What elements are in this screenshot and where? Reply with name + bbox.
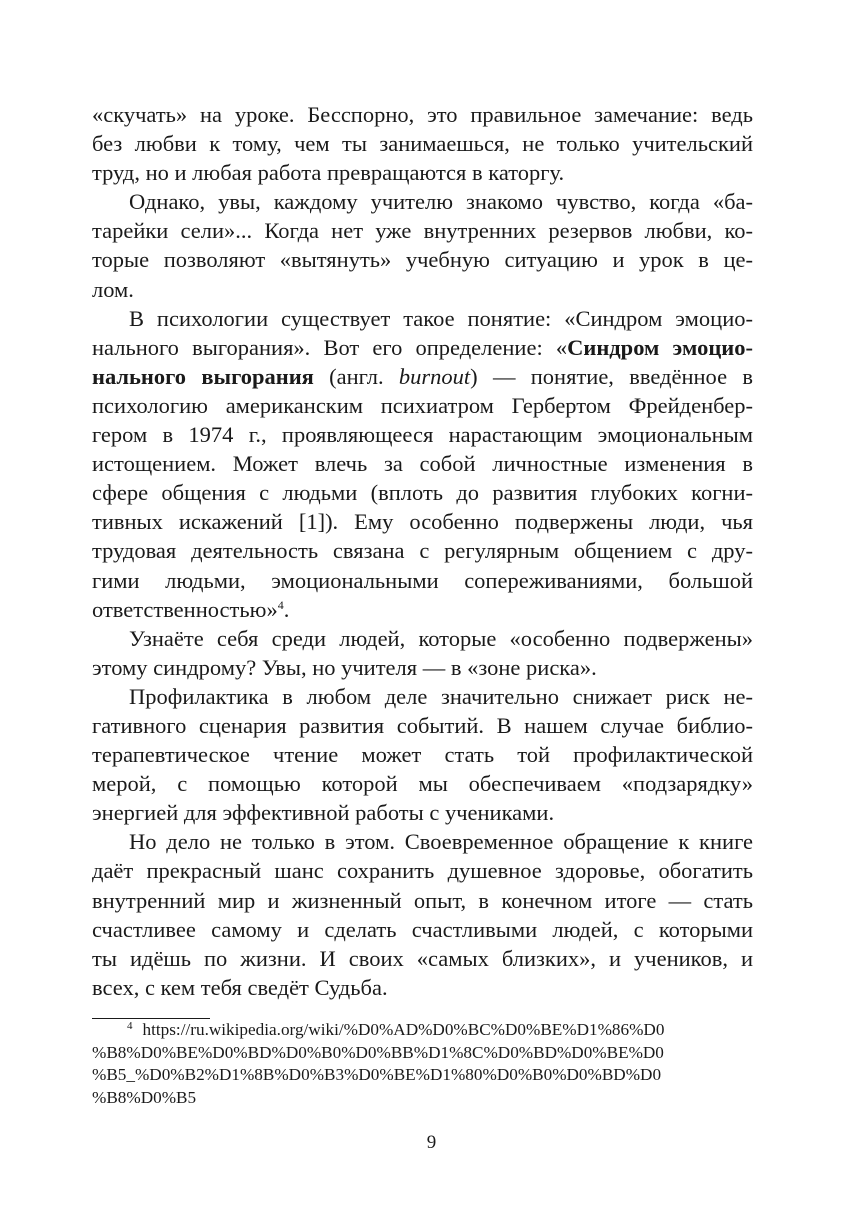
text-line: В психологии существует такое понятие: «Синдром эмоцио- <box>129 305 753 331</box>
text-line <box>92 362 753 391</box>
text-run: нального выгорания». Вот его определение: « <box>92 334 568 360</box>
page-body <box>92 100 753 1002</box>
text-line: всех, с кем тебя сведёт Судьба. <box>92 974 388 1000</box>
text-line: трудовая деятельность связана с регулярным общением с дру- <box>92 538 753 564</box>
text-line: гими людьми, эмоциональными сопереживаниями, большой <box>92 567 753 593</box>
paragraph <box>92 100 753 187</box>
paragraph <box>92 624 753 682</box>
text-line: лом. <box>92 276 134 302</box>
text-line: Узнаёте себя среди людей, которые «особенно подвержены» <box>129 625 753 651</box>
footnote-line[interactable]: %B8%D0%B5 <box>92 1087 197 1107</box>
text-run: (англ. <box>313 363 399 389</box>
text-line: Однако, увы, каждому учителю знакомо чувство, когда «ба- <box>129 189 753 215</box>
paragraph <box>92 827 753 1002</box>
text-run: ответственностью» <box>92 596 278 622</box>
text-line: психологию американским психиатром Гербертом Фрейденбер- <box>92 392 753 418</box>
text-line: тивных искажений [1]). Ему особенно подвержены люди, чья <box>92 509 753 535</box>
term-bold: Синдром эмоцио- <box>567 334 753 360</box>
term-italic: burnout <box>398 363 471 389</box>
text-line: труд, но и любая работа превращаются в каторгу. <box>92 160 565 186</box>
text-line: гативного сценария развития событий. В нашем случае библио- <box>92 712 753 738</box>
text-line: внутренний мир и жизненный опыт, в конечном итоге — стать <box>92 887 753 913</box>
text-line: счастливее самому и сделать счастливыми людей, с которыми <box>92 916 753 942</box>
text-line: сфере общения с людьми (вплоть до развития глубоких когни- <box>92 480 753 506</box>
text-line: Но дело не только в этом. Своевременное обращение к книге <box>129 829 753 855</box>
page-number: 9 <box>426 1132 437 1153</box>
footnote-line[interactable]: %B8%D0%BE%D0%BD%D0%B0%D0%BB%D1%8C%D0%BD%D0%BE%D0 <box>92 1042 664 1062</box>
term-bold: нального выгорания <box>92 363 314 389</box>
text-line <box>92 595 753 624</box>
paragraph <box>92 304 753 624</box>
text-line: истощением. Может влечь за собой личностные изменения в <box>92 451 753 477</box>
text-line: тарейки сели»... Когда нет уже внутренних резервов любви, ко- <box>92 218 753 244</box>
text-line: без любви к тому, чем ты занимаешься, не только учительский <box>92 131 753 157</box>
footnote-reference[interactable]: 4 <box>277 597 284 612</box>
text-line: Профилактика в любом деле значительно снижает риск не- <box>129 683 753 709</box>
text-line: терапевтическое чтение может стать той профилактической <box>92 742 753 768</box>
text-line: гером в 1974 г., проявляющееся нарастающим эмоциональным <box>92 422 753 448</box>
text-line: даёт прекрасный шанс сохранить душевное здоровье, обогатить <box>92 858 753 884</box>
text-run: ) — понятие, введённое в <box>470 363 753 389</box>
text-line: торые позволяют «вытянуть» учебную ситуацию и урок в це- <box>92 247 753 273</box>
paragraph <box>92 187 753 303</box>
text-run: . <box>283 596 290 622</box>
text-line: этому синдрому? Увы, но учителя — в «зоне риска». <box>92 654 597 680</box>
text-line: мерой, с помощью которой мы обеспечиваем «подзарядку» <box>92 771 753 797</box>
footnote-url[interactable]: https://ru.wikipedia.org/wiki/%D0%AD%D0%BC%D0%BE%D1%86%D0 <box>142 1020 665 1039</box>
footnote-line <box>92 1019 753 1042</box>
text-line: «скучать» на уроке. Бесспорно, это правильное замечание: ведь <box>92 102 753 127</box>
footnote-marker: 4 <box>127 1020 133 1032</box>
text-line: энергией для эффективной работы с учениками. <box>92 800 555 826</box>
footnote-line[interactable]: %B5_%D0%B2%D1%8B%D0%B3%D0%BE%D1%80%D0%B0%D0%BD%D0 <box>92 1065 662 1085</box>
paragraph <box>92 682 753 827</box>
text-line <box>92 333 753 362</box>
footnote <box>92 1019 753 1109</box>
text-line: ты идёшь по жизни. И своих «самых близких», и учеников, и <box>92 945 753 971</box>
